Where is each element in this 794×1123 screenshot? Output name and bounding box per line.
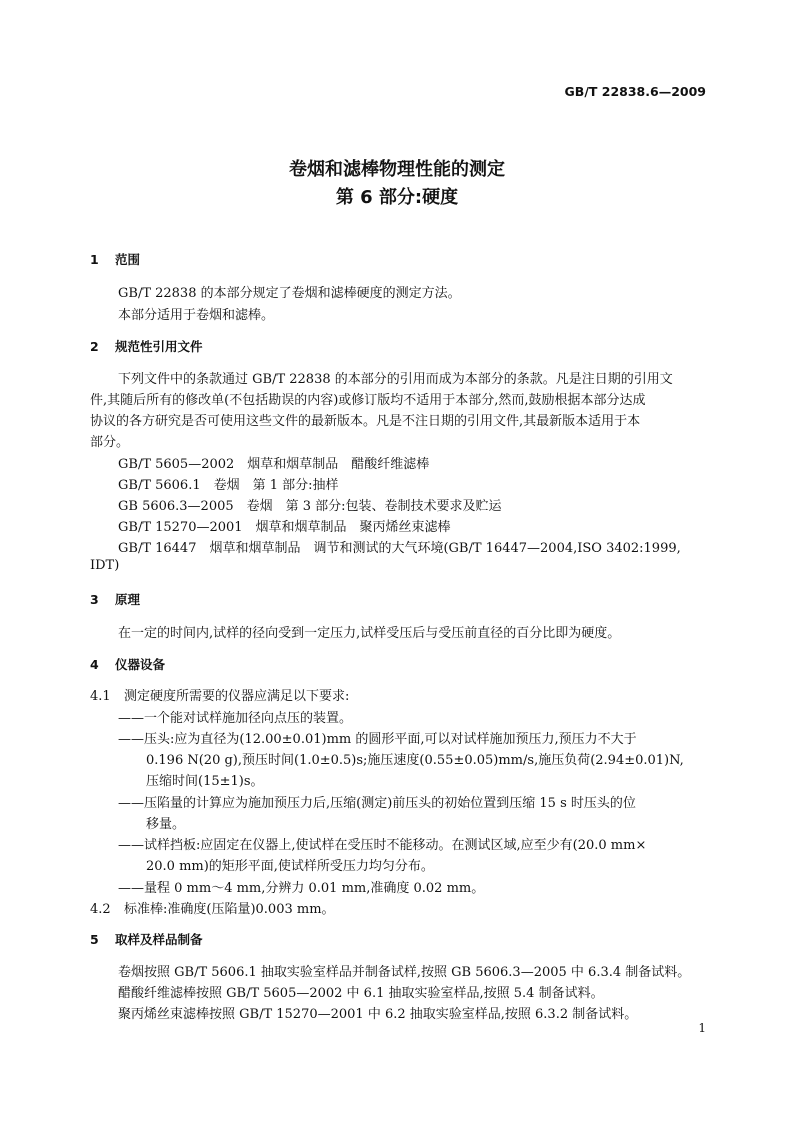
- clause-4-2: [90, 898, 335, 917]
- clause-4-1: [90, 685, 349, 704]
- reference-item: GB 5606.3—2005 卷烟 第 3 部分:包装、卷制技术要求及贮运: [118, 499, 502, 514]
- section-number: 3: [90, 592, 99, 607]
- paragraph-line: 部分。: [90, 435, 130, 450]
- list-item-continuation: 0.196 N(20 g),预压时间(1.0±0.5)s;施压速度(0.55±0.05)mm/s,施压负荷(2.94±0.01)N,: [146, 753, 684, 768]
- reference-item: GB/T 5606.1 卷烟 第 1 部分:抽样: [118, 478, 339, 493]
- standard-code: GB/T 22838.6—2009: [564, 84, 706, 99]
- paragraph: 聚丙烯丝束滤棒按照 GB/T 15270—2001 中 6.2 抽取实验室样品,按照 6.3.2 制备试料。: [118, 1007, 638, 1022]
- section-5-heading: [90, 930, 203, 948]
- paragraph: 卷烟按照 GB/T 5606.1 抽取实验室样品并制备试样,按照 GB 5606.3—2005 中 6.3.4 制备试料。: [118, 965, 691, 980]
- reference-item: GB/T 16447 烟草和烟草制品 调节和测试的大气环境(GB/T 16447—2004,ISO 3402:1999,: [118, 541, 681, 556]
- section-1-heading: [90, 250, 140, 268]
- list-item: ——试样挡板:应固定在仪器上,使试样在受压时不能移动。在测试区域,应至少有(20.0 mm×: [118, 838, 647, 853]
- paragraph-line: 下列文件中的条款通过 GB/T 22838 的本部分的引用而成为本部分的条款。凡是注日期的引用文: [118, 372, 673, 387]
- list-item-continuation: 20.0 mm)的矩形平面,使试样所受压力均匀分布。: [146, 859, 434, 874]
- list-item: ——量程 0 mm～4 mm,分辨力 0.01 mm,准确度 0.02 mm。: [118, 881, 485, 896]
- section-number: 4: [90, 657, 99, 672]
- section-title: 仪器设备: [115, 657, 166, 672]
- clause-text: 标准棒:准确度(压陷量)0.003 mm。: [124, 902, 335, 917]
- paragraph: 醋酸纤维滤棒按照 GB/T 5605—2002 中 6.1 抽取实验室样品,按照 5.4 制备试料。: [118, 986, 604, 1001]
- paragraph-line: 件,其随后所有的修改单(不包括勘误的内容)或修订版均不适用于本部分,然而,鼓励根据本部分达成: [90, 393, 646, 408]
- reference-item-continuation: IDT): [90, 558, 120, 573]
- paragraph: 在一定的时间内,试样的径向受到一定压力,试样受压后与受压前直径的百分比即为硬度。: [118, 626, 621, 641]
- paragraph: GB/T 22838 的本部分规定了卷烟和滤棒硬度的测定方法。: [118, 286, 461, 301]
- section-4-heading: [90, 655, 165, 673]
- list-item: ——压头:应为直径为(12.00±0.01)mm 的圆形平面,可以对试样施加预压力,预压力不大于: [118, 732, 637, 747]
- document-subtitle: 第 6 部分:硬度: [335, 187, 459, 208]
- paragraph-line: 协议的各方研究是否可使用这些文件的最新版本。凡是不注日期的引用文件,其最新版本适用于本: [90, 414, 641, 429]
- list-item: ——一个能对试样施加径向点压的装置。: [118, 711, 353, 726]
- paragraph: 本部分适用于卷烟和滤棒。: [118, 308, 275, 323]
- list-item-continuation: 压缩时间(15±1)s。: [146, 774, 264, 789]
- clause-number: 4.1: [90, 689, 111, 704]
- section-2-heading: [90, 337, 203, 355]
- clause-number: 4.2: [90, 902, 111, 917]
- section-3-heading: [90, 590, 140, 608]
- reference-item: GB/T 15270—2001 烟草和烟草制品 聚丙烯丝束滤棒: [118, 520, 451, 535]
- reference-item: GB/T 5605—2002 烟草和烟草制品 醋酸纤维滤棒: [118, 457, 430, 472]
- section-number: 5: [90, 932, 99, 947]
- section-number: 2: [90, 339, 99, 354]
- document-title: 卷烟和滤棒物理性能的测定: [289, 159, 505, 180]
- section-title: 规范性引用文件: [115, 339, 203, 354]
- clause-text: 测定硬度所需要的仪器应满足以下要求:: [124, 689, 350, 704]
- page-number: 1: [698, 1021, 706, 1035]
- section-title: 原理: [115, 592, 141, 607]
- section-title: 取样及样品制备: [115, 932, 203, 947]
- list-item-continuation: 移量。: [146, 817, 186, 832]
- section-title: 范围: [115, 252, 141, 267]
- list-item: ——压陷量的计算应为施加预压力后,压缩(测定)前压头的初始位置到压缩 15 s 时压头的位: [118, 796, 636, 811]
- section-number: 1: [90, 252, 99, 267]
